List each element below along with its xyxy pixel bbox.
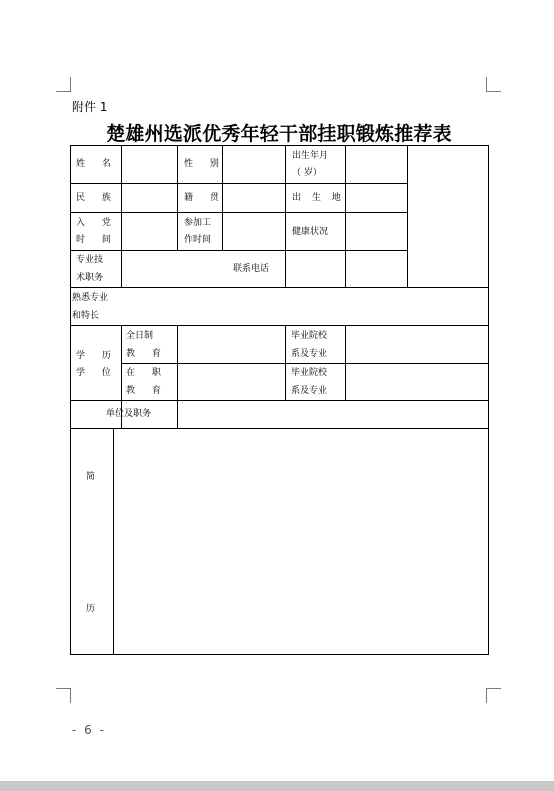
label-school2-line1: 毕业院校: [291, 368, 328, 378]
label-party-line1: 入 党: [76, 218, 118, 228]
label-education-line1: 学 历: [76, 351, 118, 361]
label-education-line2: 学 位: [76, 368, 118, 378]
label-birth-line2: （ 岁）: [292, 168, 322, 178]
label-expertise-line2: 和特长: [72, 311, 100, 321]
label-health: 健康状况: [292, 227, 329, 237]
label-birth-line1: 出生年月: [292, 151, 329, 161]
label-name: 姓 名: [76, 159, 118, 169]
viewer-bottom-bar: [0, 781, 554, 791]
crop-mark-bottom-right: [486, 688, 501, 703]
label-tech-line1: 专业技: [76, 255, 104, 265]
label-ethnicity: 民 族: [76, 193, 118, 203]
label-inservice-line2: 教 育: [126, 386, 168, 396]
label-school-line1: 毕业院校: [291, 331, 328, 341]
crop-mark-top-right: [486, 77, 501, 92]
label-work-line2: 作时间: [184, 235, 212, 245]
page-number: - 6 -: [72, 723, 106, 737]
label-birthplace: 出 生 地: [292, 193, 345, 203]
label-expertise-line1: 熟悉专业: [72, 293, 109, 303]
label-school2-line2: 系及专业: [291, 386, 328, 396]
recommendation-form-table: [70, 145, 489, 655]
label-work-line1: 参加工: [184, 218, 212, 228]
attachment-label: 附件 1: [72, 100, 108, 114]
label-tech-line2: 术职务: [76, 273, 104, 283]
page-title: 楚雄州选派优秀年轻干部挂职锻炼推荐表: [106, 123, 452, 145]
crop-mark-top-left: [56, 77, 71, 92]
label-fulltime-line1: 全日制: [126, 331, 154, 341]
label-native-place: 籍 贯: [184, 193, 226, 203]
label-gender: 性 别: [184, 159, 226, 169]
label-school-line2: 系及专业: [291, 349, 328, 359]
label-unit-position: 单位及职务: [106, 409, 152, 419]
crop-mark-bottom-left: [56, 688, 71, 703]
label-fulltime-line2: 教 育: [126, 349, 168, 359]
label-phone: 联系电话: [233, 264, 270, 274]
label-inservice-line1: 在 职: [126, 368, 168, 378]
label-resume-char1: 简: [86, 472, 96, 482]
label-party-line2: 时 间: [76, 235, 118, 245]
label-resume-char2: 历: [86, 604, 96, 614]
